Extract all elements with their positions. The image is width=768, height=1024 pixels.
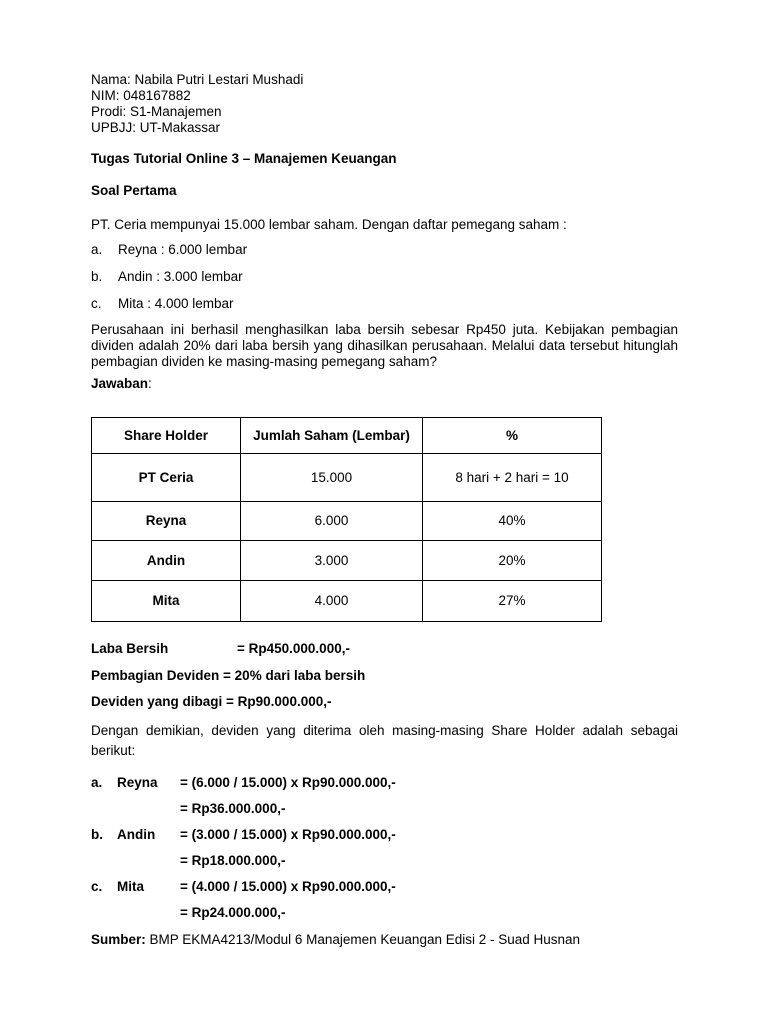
table-cell-shares: 15.000 (241, 454, 423, 502)
table-row (92, 502, 602, 541)
answer-heading (91, 376, 152, 392)
question-body: Perusahaan ini berhasil menghasilkan laba bersih sebesar Rp450 juta. Kebijakan pembagian dividen adalah 20% dari laba bersih yang dihasilkan perusahaan. Melalui data tersebut hitunglah pembagian dividen ke masing-masing pemegang saham? (91, 322, 678, 369)
holder-letter: a. (91, 242, 103, 257)
holder-item-reyna (91, 242, 248, 258)
holder-item-mita (91, 296, 234, 312)
table-cell-holder: Reyna (92, 502, 241, 541)
table-header-row (92, 418, 602, 454)
answer-label: Jawaban (91, 376, 149, 391)
source-text: BMP EKMA4213/Modul 6 Manajemen Keuangan Edisi 2 - Suad Husnan (149, 932, 581, 947)
table-cell-holder: PT Ceria (92, 454, 241, 502)
answer-colon: : (148, 376, 152, 391)
holder-text: Reyna : 6.000 lembar (118, 242, 248, 257)
calc-result-reyna: = Rp36.000.000,- (180, 801, 286, 816)
table-cell-holder: Mita (92, 581, 241, 622)
student-upbjj: UPBJJ: UT-Makassar (91, 120, 221, 135)
table-header-cell: % (423, 418, 602, 454)
table-row (92, 454, 602, 502)
student-prodi: Prodi: S1-Manajemen (91, 104, 222, 119)
holder-text: Andin : 3.000 lembar (118, 269, 243, 284)
pembagian-line: Pembagian Deviden = 20% dari laba bersih (91, 668, 366, 683)
shareholder-table (91, 417, 602, 622)
calc-letter-b: b. (91, 827, 103, 842)
calc-name-mita: Mita (117, 879, 144, 894)
question-intro: PT. Ceria mempunyai 15.000 lembar saham. Dengan daftar pemegang saham : (91, 217, 567, 232)
holder-item-andin (91, 269, 243, 285)
calc-name-andin: Andin (117, 827, 156, 842)
table-row (92, 581, 602, 622)
student-name: Nama: Nabila Putri Lestari Mushadi (91, 72, 304, 87)
table-cell-percent: 8 hari + 2 hari = 10 (423, 454, 602, 502)
table-cell-percent: 27% (423, 581, 602, 622)
source-line (91, 932, 580, 948)
calc-letter-c: c. (91, 879, 103, 894)
conclusion-paragraph: Dengan demikian, deviden yang diterima oleh masing-masing Share Holder adalah sebagai berikut: (91, 723, 678, 758)
table-row (92, 541, 602, 581)
calc-formula-reyna: = (6.000 / 15.000) x Rp90.000.000,- (180, 775, 396, 790)
table-cell-holder: Andin (92, 541, 241, 581)
table-cell-percent: 40% (423, 502, 602, 541)
calc-formula-mita: = (4.000 / 15.000) x Rp90.000.000,- (180, 879, 396, 894)
source-label: Sumber: (91, 932, 146, 947)
calc-letter-a: a. (91, 775, 103, 790)
document-title: Tugas Tutorial Online 3 – Manajemen Keuangan (91, 151, 397, 166)
calc-formula-andin: = (3.000 / 15.000) x Rp90.000.000,- (180, 827, 396, 842)
table-header-cell: Share Holder (92, 418, 241, 454)
calc-name-reyna: Reyna (117, 775, 158, 790)
laba-value: = Rp450.000.000,- (237, 641, 350, 656)
holder-text: Mita : 4.000 lembar (118, 296, 234, 311)
calc-result-andin: = Rp18.000.000,- (180, 853, 286, 868)
table-cell-shares: 4.000 (241, 581, 423, 622)
holder-letter: c. (91, 296, 102, 311)
section-heading: Soal Pertama (91, 183, 177, 198)
laba-label: Laba Bersih (91, 641, 169, 656)
student-nim: NIM: 048167882 (91, 88, 191, 103)
holder-letter: b. (91, 269, 103, 284)
table-cell-percent: 20% (423, 541, 602, 581)
calc-result-mita: = Rp24.000.000,- (180, 905, 286, 920)
table-cell-shares: 6.000 (241, 502, 423, 541)
deviden-dibagi-line: Deviden yang dibagi = Rp90.000.000,- (91, 694, 332, 709)
table-header-cell: Jumlah Saham (Lembar) (241, 418, 423, 454)
table-cell-shares: 3.000 (241, 541, 423, 581)
